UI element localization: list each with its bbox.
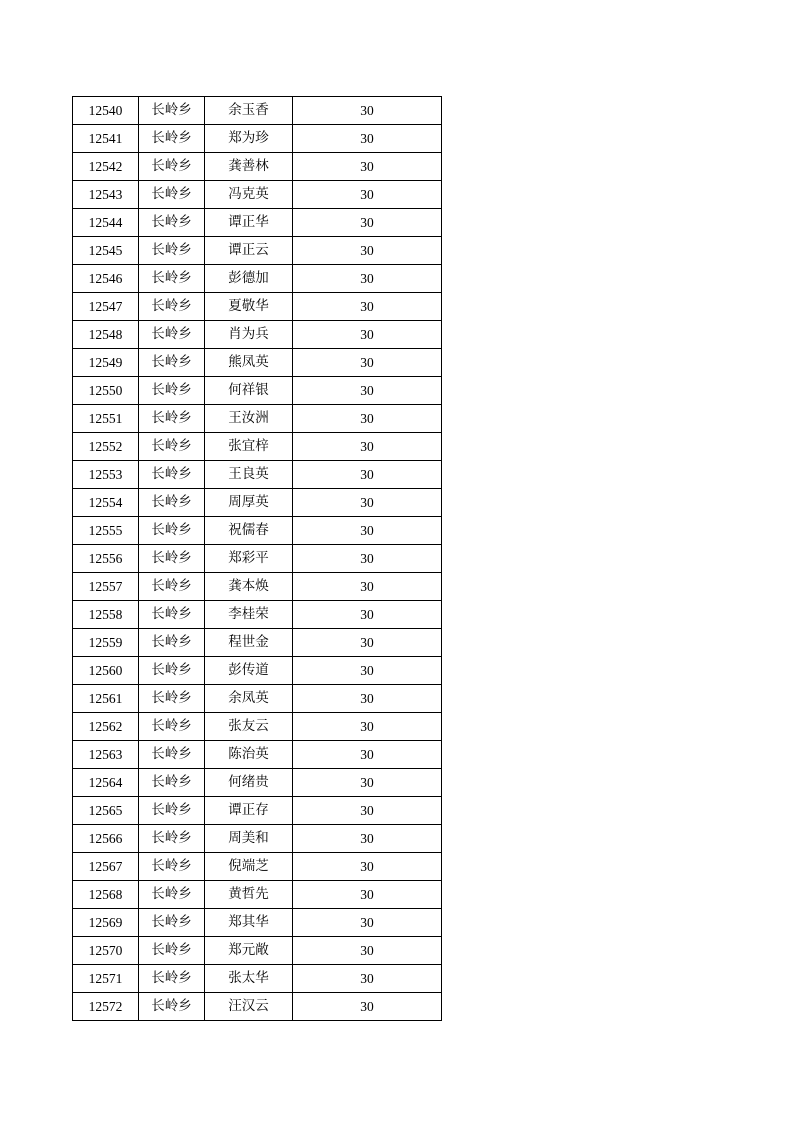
person-name-cell: 龚本焕 bbox=[205, 573, 293, 601]
amount-cell: 30 bbox=[293, 713, 442, 741]
amount-cell: 30 bbox=[293, 349, 442, 377]
table-row bbox=[73, 433, 442, 461]
person-name-cell: 郑其华 bbox=[205, 909, 293, 937]
table-row bbox=[73, 881, 442, 909]
amount-cell: 30 bbox=[293, 965, 442, 993]
table-row bbox=[73, 209, 442, 237]
row-id-cell: 12569 bbox=[73, 909, 139, 937]
table-row bbox=[73, 181, 442, 209]
table-row bbox=[73, 489, 442, 517]
amount-cell: 30 bbox=[293, 405, 442, 433]
town-cell: 长岭乡 bbox=[139, 125, 205, 153]
row-id-cell: 12557 bbox=[73, 573, 139, 601]
town-cell: 长岭乡 bbox=[139, 685, 205, 713]
town-cell: 长岭乡 bbox=[139, 601, 205, 629]
table-row bbox=[73, 825, 442, 853]
row-id-cell: 12567 bbox=[73, 853, 139, 881]
town-cell: 长岭乡 bbox=[139, 937, 205, 965]
town-cell: 长岭乡 bbox=[139, 209, 205, 237]
table-row bbox=[73, 349, 442, 377]
table-row bbox=[73, 909, 442, 937]
person-name-cell: 何绪贵 bbox=[205, 769, 293, 797]
row-id-cell: 12553 bbox=[73, 461, 139, 489]
person-name-cell: 夏敬华 bbox=[205, 293, 293, 321]
amount-cell: 30 bbox=[293, 909, 442, 937]
amount-cell: 30 bbox=[293, 881, 442, 909]
amount-cell: 30 bbox=[293, 377, 442, 405]
table-row bbox=[73, 321, 442, 349]
row-id-cell: 12571 bbox=[73, 965, 139, 993]
table-row bbox=[73, 377, 442, 405]
town-cell: 长岭乡 bbox=[139, 881, 205, 909]
amount-cell: 30 bbox=[293, 601, 442, 629]
row-id-cell: 12551 bbox=[73, 405, 139, 433]
row-id-cell: 12550 bbox=[73, 377, 139, 405]
amount-cell: 30 bbox=[293, 853, 442, 881]
table-row bbox=[73, 965, 442, 993]
town-cell: 长岭乡 bbox=[139, 433, 205, 461]
town-cell: 长岭乡 bbox=[139, 545, 205, 573]
row-id-cell: 12555 bbox=[73, 517, 139, 545]
person-name-cell: 余凤英 bbox=[205, 685, 293, 713]
row-id-cell: 12559 bbox=[73, 629, 139, 657]
table-row bbox=[73, 993, 442, 1021]
table-row bbox=[73, 153, 442, 181]
amount-cell: 30 bbox=[293, 97, 442, 125]
amount-cell: 30 bbox=[293, 321, 442, 349]
table-row bbox=[73, 265, 442, 293]
row-id-cell: 12540 bbox=[73, 97, 139, 125]
town-cell: 长岭乡 bbox=[139, 573, 205, 601]
row-id-cell: 12570 bbox=[73, 937, 139, 965]
town-cell: 长岭乡 bbox=[139, 461, 205, 489]
person-name-cell: 李桂荣 bbox=[205, 601, 293, 629]
amount-cell: 30 bbox=[293, 685, 442, 713]
table-row bbox=[73, 713, 442, 741]
row-id-cell: 12552 bbox=[73, 433, 139, 461]
person-name-cell: 郑彩平 bbox=[205, 545, 293, 573]
amount-cell: 30 bbox=[293, 825, 442, 853]
row-id-cell: 12563 bbox=[73, 741, 139, 769]
row-id-cell: 12544 bbox=[73, 209, 139, 237]
town-cell: 长岭乡 bbox=[139, 405, 205, 433]
table-row bbox=[73, 601, 442, 629]
town-cell: 长岭乡 bbox=[139, 629, 205, 657]
person-name-cell: 肖为兵 bbox=[205, 321, 293, 349]
table-row bbox=[73, 629, 442, 657]
person-name-cell: 张宜梓 bbox=[205, 433, 293, 461]
table-row bbox=[73, 853, 442, 881]
town-cell: 长岭乡 bbox=[139, 769, 205, 797]
table-row bbox=[73, 517, 442, 545]
amount-cell: 30 bbox=[293, 769, 442, 797]
person-name-cell: 倪端芝 bbox=[205, 853, 293, 881]
town-cell: 长岭乡 bbox=[139, 377, 205, 405]
amount-cell: 30 bbox=[293, 181, 442, 209]
row-id-cell: 12541 bbox=[73, 125, 139, 153]
person-name-cell: 余玉香 bbox=[205, 97, 293, 125]
amount-cell: 30 bbox=[293, 265, 442, 293]
amount-cell: 30 bbox=[293, 293, 442, 321]
row-id-cell: 12561 bbox=[73, 685, 139, 713]
row-id-cell: 12564 bbox=[73, 769, 139, 797]
table-row bbox=[73, 461, 442, 489]
amount-cell: 30 bbox=[293, 209, 442, 237]
row-id-cell: 12566 bbox=[73, 825, 139, 853]
row-id-cell: 12549 bbox=[73, 349, 139, 377]
town-cell: 长岭乡 bbox=[139, 97, 205, 125]
table-row bbox=[73, 405, 442, 433]
row-id-cell: 12545 bbox=[73, 237, 139, 265]
person-name-cell: 王良英 bbox=[205, 461, 293, 489]
person-name-cell: 周厚英 bbox=[205, 489, 293, 517]
row-id-cell: 12554 bbox=[73, 489, 139, 517]
row-id-cell: 12560 bbox=[73, 657, 139, 685]
town-cell: 长岭乡 bbox=[139, 237, 205, 265]
amount-cell: 30 bbox=[293, 573, 442, 601]
amount-cell: 30 bbox=[293, 153, 442, 181]
person-name-cell: 何祥银 bbox=[205, 377, 293, 405]
person-name-cell: 冯克英 bbox=[205, 181, 293, 209]
amount-cell: 30 bbox=[293, 517, 442, 545]
amount-cell: 30 bbox=[293, 237, 442, 265]
table-row bbox=[73, 573, 442, 601]
table-row bbox=[73, 741, 442, 769]
town-cell: 长岭乡 bbox=[139, 909, 205, 937]
amount-cell: 30 bbox=[293, 125, 442, 153]
person-name-cell: 谭正华 bbox=[205, 209, 293, 237]
amount-cell: 30 bbox=[293, 545, 442, 573]
table-row bbox=[73, 125, 442, 153]
row-id-cell: 12542 bbox=[73, 153, 139, 181]
town-cell: 长岭乡 bbox=[139, 993, 205, 1021]
table-row bbox=[73, 657, 442, 685]
table-row bbox=[73, 797, 442, 825]
town-cell: 长岭乡 bbox=[139, 321, 205, 349]
person-name-cell: 熊凤英 bbox=[205, 349, 293, 377]
town-cell: 长岭乡 bbox=[139, 741, 205, 769]
amount-cell: 30 bbox=[293, 629, 442, 657]
amount-cell: 30 bbox=[293, 433, 442, 461]
person-name-cell: 程世金 bbox=[205, 629, 293, 657]
town-cell: 长岭乡 bbox=[139, 349, 205, 377]
town-cell: 长岭乡 bbox=[139, 181, 205, 209]
person-name-cell: 祝儒春 bbox=[205, 517, 293, 545]
row-id-cell: 12547 bbox=[73, 293, 139, 321]
row-id-cell: 12558 bbox=[73, 601, 139, 629]
town-cell: 长岭乡 bbox=[139, 713, 205, 741]
person-name-cell: 周美和 bbox=[205, 825, 293, 853]
row-id-cell: 12556 bbox=[73, 545, 139, 573]
person-name-cell: 郑元敞 bbox=[205, 937, 293, 965]
amount-cell: 30 bbox=[293, 489, 442, 517]
person-name-cell: 谭正云 bbox=[205, 237, 293, 265]
table-row bbox=[73, 293, 442, 321]
table-row bbox=[73, 97, 442, 125]
town-cell: 长岭乡 bbox=[139, 265, 205, 293]
row-id-cell: 12548 bbox=[73, 321, 139, 349]
amount-cell: 30 bbox=[293, 461, 442, 489]
person-name-cell: 汪汉云 bbox=[205, 993, 293, 1021]
table-row bbox=[73, 937, 442, 965]
row-id-cell: 12565 bbox=[73, 797, 139, 825]
town-cell: 长岭乡 bbox=[139, 965, 205, 993]
amount-cell: 30 bbox=[293, 937, 442, 965]
person-name-cell: 彭传道 bbox=[205, 657, 293, 685]
town-cell: 长岭乡 bbox=[139, 797, 205, 825]
amount-cell: 30 bbox=[293, 797, 442, 825]
row-id-cell: 12572 bbox=[73, 993, 139, 1021]
row-id-cell: 12543 bbox=[73, 181, 139, 209]
table-row bbox=[73, 769, 442, 797]
person-name-cell: 张友云 bbox=[205, 713, 293, 741]
person-name-cell: 郑为珍 bbox=[205, 125, 293, 153]
town-cell: 长岭乡 bbox=[139, 293, 205, 321]
row-id-cell: 12546 bbox=[73, 265, 139, 293]
town-cell: 长岭乡 bbox=[139, 489, 205, 517]
person-name-cell: 彭德加 bbox=[205, 265, 293, 293]
roster-table bbox=[72, 96, 442, 1021]
town-cell: 长岭乡 bbox=[139, 153, 205, 181]
town-cell: 长岭乡 bbox=[139, 657, 205, 685]
table-row bbox=[73, 237, 442, 265]
table-row bbox=[73, 685, 442, 713]
town-cell: 长岭乡 bbox=[139, 853, 205, 881]
person-name-cell: 王汝洲 bbox=[205, 405, 293, 433]
table-row bbox=[73, 545, 442, 573]
row-id-cell: 12562 bbox=[73, 713, 139, 741]
amount-cell: 30 bbox=[293, 993, 442, 1021]
amount-cell: 30 bbox=[293, 741, 442, 769]
town-cell: 长岭乡 bbox=[139, 825, 205, 853]
person-name-cell: 黄哲先 bbox=[205, 881, 293, 909]
person-name-cell: 谭正存 bbox=[205, 797, 293, 825]
roster-table-body bbox=[73, 97, 442, 1021]
row-id-cell: 12568 bbox=[73, 881, 139, 909]
person-name-cell: 张太华 bbox=[205, 965, 293, 993]
town-cell: 长岭乡 bbox=[139, 517, 205, 545]
person-name-cell: 陈治英 bbox=[205, 741, 293, 769]
person-name-cell: 龚善林 bbox=[205, 153, 293, 181]
amount-cell: 30 bbox=[293, 657, 442, 685]
